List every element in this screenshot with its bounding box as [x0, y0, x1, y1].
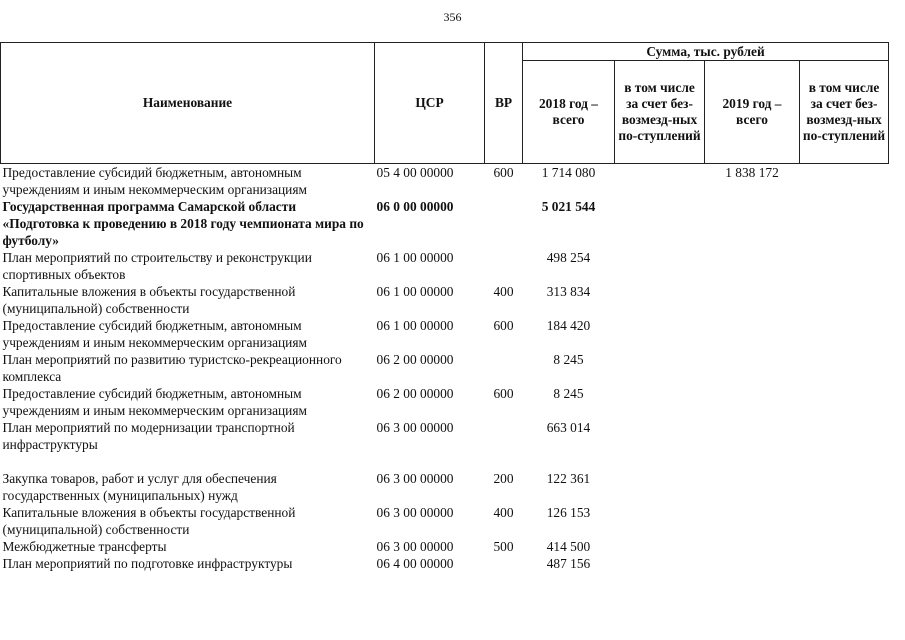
row-2018-free — [615, 419, 705, 470]
row-2019-free — [800, 249, 889, 283]
row-vr: 600 — [493, 386, 514, 401]
table-row — [1, 317, 889, 351]
header-2019-total: 2019 год – всего — [705, 61, 800, 164]
row-name: Предоставление субсидий бюджетным, автономным учреждениям и иным некоммерческим организациям — [2, 386, 307, 418]
row-vr — [485, 198, 523, 249]
row-2019-total — [705, 538, 800, 555]
row-2018-total: 126 153 — [546, 505, 591, 520]
row-2019-total — [705, 351, 800, 385]
row-2019-total — [705, 504, 800, 538]
row-name: Межбюджетные трансферты — [2, 539, 167, 554]
row-vr: 600 — [493, 165, 514, 180]
row-2018-total: 5 021 544 — [541, 199, 596, 214]
row-csr: 06 1 00 00000 — [376, 284, 454, 299]
row-2018-free — [615, 555, 705, 572]
row-vr: 400 — [493, 505, 514, 520]
row-2019-total — [705, 317, 800, 351]
header-csr: ЦСР — [375, 43, 485, 164]
row-2018-total: 498 254 — [546, 250, 591, 265]
row-2018-free — [615, 164, 705, 199]
header-name: Наименование — [1, 43, 375, 164]
row-csr: 06 3 00 00000 — [376, 539, 454, 554]
row-2019-total — [705, 385, 800, 419]
row-vr — [485, 351, 523, 385]
row-2018-total: 8 245 — [553, 352, 584, 367]
row-vr — [485, 419, 523, 470]
row-vr — [485, 249, 523, 283]
row-csr: 06 3 00 00000 — [376, 420, 454, 435]
row-2019-free — [800, 198, 889, 249]
row-2018-free — [615, 198, 705, 249]
row-2018-total: 663 014 — [546, 420, 591, 435]
row-2019-total — [705, 470, 800, 504]
row-name: План мероприятий по подготовке инфраструктуры — [2, 556, 293, 571]
row-csr: 05 4 00 00000 — [376, 165, 454, 180]
row-2018-free — [615, 317, 705, 351]
row-2019-total: 1 838 172 — [725, 165, 779, 180]
row-2019-total — [705, 249, 800, 283]
row-vr: 600 — [493, 318, 514, 333]
table-row — [1, 470, 889, 504]
row-vr: 200 — [493, 471, 514, 486]
row-name: Государственная программа Самарской области «Подготовка к проведению в 2018 году чемпионата мира по футболу» — [2, 199, 364, 248]
row-vr: 400 — [493, 284, 514, 299]
row-2018-total: 1 714 080 — [541, 165, 596, 180]
row-2018-total: 8 245 — [553, 386, 584, 401]
row-2018-free — [615, 249, 705, 283]
row-2019-total — [705, 283, 800, 317]
row-2019-free — [800, 504, 889, 538]
table-row — [1, 198, 889, 249]
row-2019-total — [705, 419, 800, 470]
table-row — [1, 504, 889, 538]
row-name: План мероприятий по строительству и реконструкции спортивных объектов — [2, 250, 312, 282]
header-vr: ВР — [485, 43, 523, 164]
row-csr: 06 0 00 00000 — [376, 199, 454, 214]
row-2018-total: 184 420 — [546, 318, 591, 333]
row-name: Капитальные вложения в объекты государственной (муниципальной) собственности — [2, 284, 296, 316]
row-csr: 06 1 00 00000 — [376, 318, 454, 333]
row-2019-free — [800, 538, 889, 555]
row-csr: 06 4 00 00000 — [376, 556, 454, 571]
row-vr: 500 — [493, 539, 514, 554]
row-2018-total: 414 500 — [546, 539, 591, 554]
row-2018-total: 313 834 — [546, 284, 591, 299]
row-csr: 06 1 00 00000 — [376, 250, 454, 265]
row-2019-free — [800, 470, 889, 504]
row-name: План мероприятий по развитию туристско-рекреационного комплекса — [2, 352, 342, 384]
row-2019-total — [705, 198, 800, 249]
row-vr — [485, 555, 523, 572]
row-csr: 06 3 00 00000 — [376, 505, 454, 520]
row-2018-total: 122 361 — [546, 471, 591, 486]
table-row — [1, 538, 889, 555]
row-2018-total: 487 156 — [546, 556, 591, 571]
table-row — [1, 283, 889, 317]
row-name: План мероприятий по модернизации транспортной инфраструктуры — [2, 420, 295, 452]
table-header — [1, 43, 889, 164]
table-body — [1, 164, 889, 573]
row-2018-free — [615, 385, 705, 419]
header-2018-free: в том числе за счет без-возмезд-ных по-ступлений — [615, 61, 705, 164]
row-name: Закупка товаров, работ и услуг для обеспечения государственных (муниципальных) нужд — [2, 471, 277, 503]
table-row — [1, 164, 889, 199]
table-row — [1, 249, 889, 283]
table-row — [1, 419, 889, 470]
row-name: Предоставление субсидий бюджетным, автономным учреждениям и иным некоммерческим организациям — [2, 165, 307, 197]
row-csr: 06 2 00 00000 — [376, 386, 454, 401]
row-2019-free — [800, 351, 889, 385]
row-2019-total — [705, 555, 800, 572]
budget-table — [0, 42, 889, 572]
row-2019-free — [800, 283, 889, 317]
row-2019-free — [800, 164, 889, 199]
row-2018-free — [615, 351, 705, 385]
row-csr: 06 3 00 00000 — [376, 471, 454, 486]
row-2018-free — [615, 538, 705, 555]
table-row — [1, 555, 889, 572]
header-sum-group: Сумма, тыс. рублей — [523, 43, 889, 61]
row-2018-free — [615, 470, 705, 504]
row-name: Предоставление субсидий бюджетным, автономным учреждениям и иным некоммерческим организациям — [2, 318, 307, 350]
row-2019-free — [800, 419, 889, 470]
header-2018-total: 2018 год – всего — [523, 61, 615, 164]
table-row — [1, 351, 889, 385]
row-2018-free — [615, 504, 705, 538]
row-2018-free — [615, 283, 705, 317]
page-number: 356 — [443, 10, 462, 24]
table-row — [1, 385, 889, 419]
row-2019-free — [800, 317, 889, 351]
row-name: Капитальные вложения в объекты государственной (муниципальной) собственности — [2, 505, 296, 537]
row-csr: 06 2 00 00000 — [376, 352, 454, 367]
row-2019-free — [800, 555, 889, 572]
row-2019-free — [800, 385, 889, 419]
header-2019-free: в том числе за счет без-возмезд-ных по-ступлений — [800, 61, 889, 164]
